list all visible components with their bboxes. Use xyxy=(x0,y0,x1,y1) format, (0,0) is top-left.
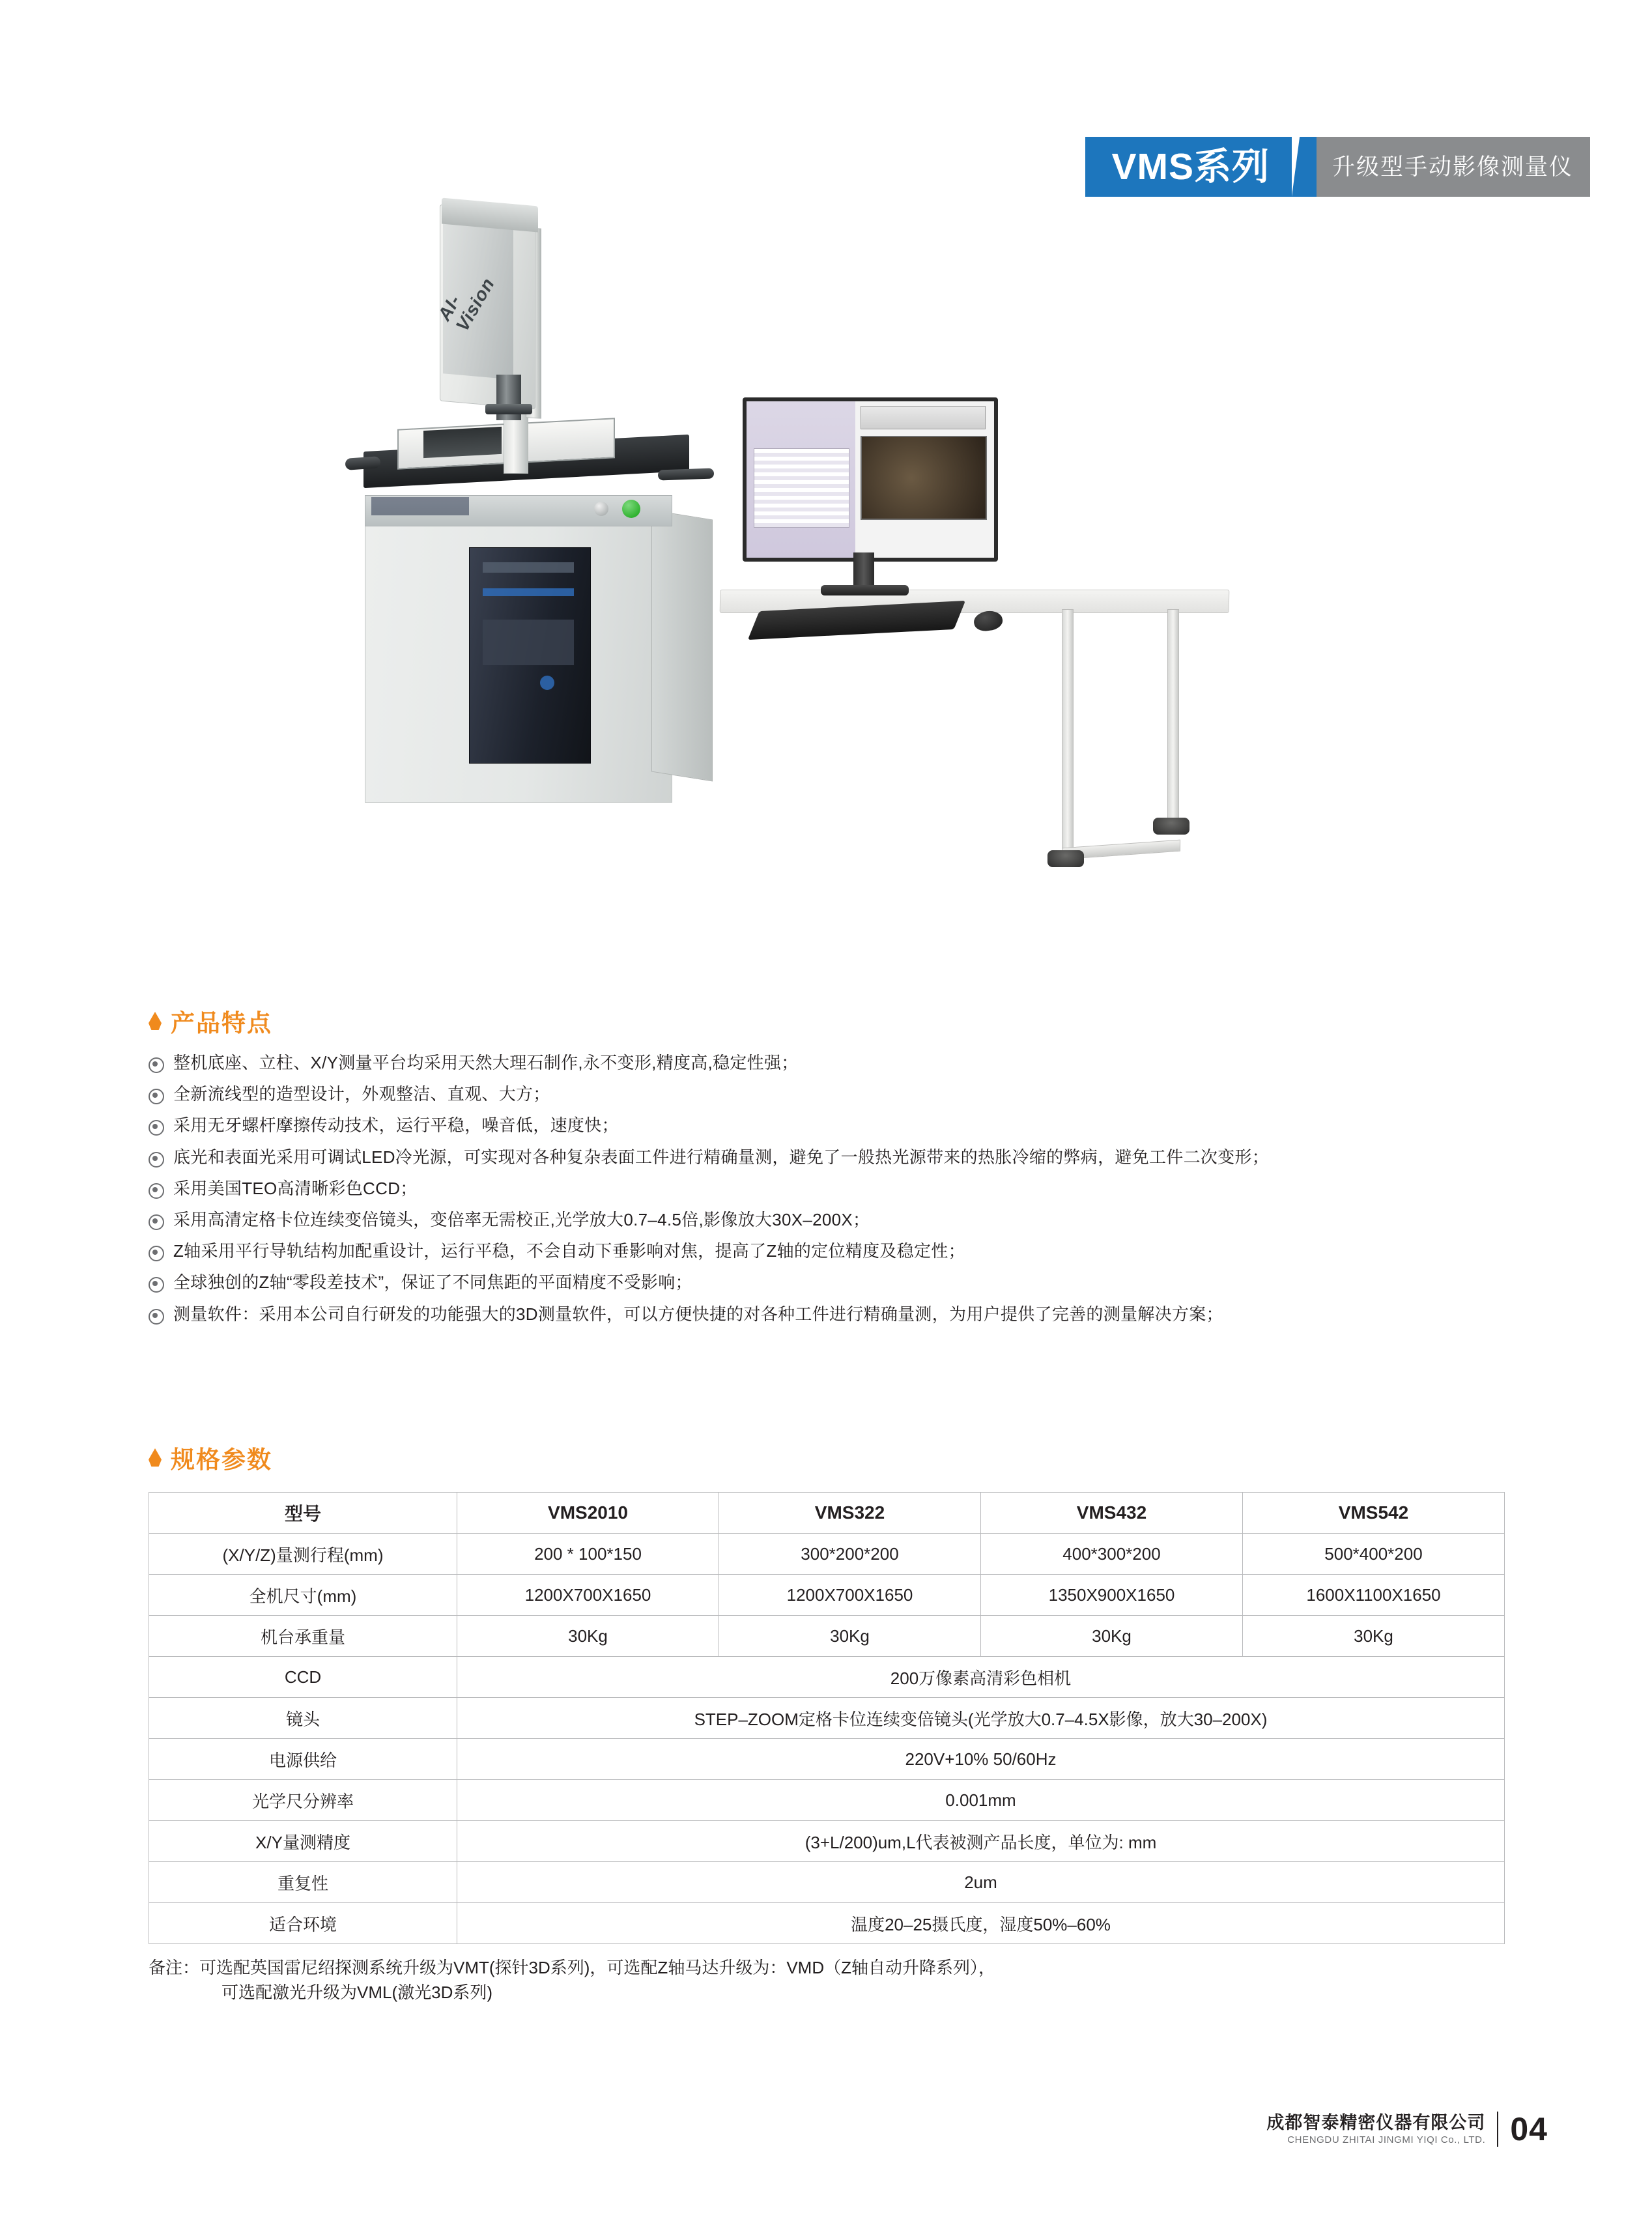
bullet-icon xyxy=(149,1277,164,1293)
table-cell: 200 * 100*150 xyxy=(457,1534,719,1575)
feature-text: 采用美国TEO高清晰彩色CCD； xyxy=(173,1178,418,1198)
specs-section xyxy=(149,1440,1505,2005)
table-header-cell: VMS2010 xyxy=(457,1493,719,1534)
table-cell: 30Kg xyxy=(1243,1616,1505,1657)
specs-note-line1: 备注：可选配英国雷尼绍探测系统升级为VMT(探针3D系列)，可选配Z轴马达升级为：VMD（Z轴自动升降系列）， xyxy=(149,1958,995,1977)
footer-company-cn: 成都智泰精密仪器有限公司 xyxy=(1266,2112,1486,2132)
table-cell: 1200X700X1650 xyxy=(457,1575,719,1616)
bullet-icon xyxy=(149,1183,164,1199)
footer-company xyxy=(1266,2112,1485,2147)
lens-ring xyxy=(485,404,532,414)
table-cell: STEP–ZOOM定格卡位连续变倍镜头(光学放大0.7–4.5X影像，放大30–200X) xyxy=(457,1698,1505,1739)
table-cell: 400*300*200 xyxy=(981,1534,1243,1575)
machine-logo: AI-Vision xyxy=(434,274,499,335)
table-cell: 30Kg xyxy=(981,1616,1243,1657)
specs-heading xyxy=(149,1440,1505,1475)
features-heading xyxy=(149,1003,1269,1039)
header-series-block xyxy=(1085,137,1292,197)
table-cell: 温度20–25摄氏度，湿度50%–60% xyxy=(457,1903,1505,1944)
pc-tower-panel xyxy=(483,588,574,596)
feature-text: 底光和表面光采用可调试LED冷光源，可实现对各种复杂表面工件进行精确量测，避免了一般热光源带来的热胀冷缩的弊病，避免工件二次变形； xyxy=(173,1147,1270,1167)
feature-text: 整机底座、立柱、X/Y测量平台均采用天然大理石制作,永不变形,精度高,稳定性强； xyxy=(173,1053,799,1072)
bullet-icon xyxy=(149,1246,164,1261)
table-cell: 1350X900X1650 xyxy=(981,1575,1243,1616)
table-row-label: 适合环境 xyxy=(149,1903,457,1944)
table-row xyxy=(149,1780,1505,1821)
bullet-icon xyxy=(149,1214,164,1230)
features-list xyxy=(149,1053,1269,1325)
table-row xyxy=(149,1821,1505,1862)
machine-cabinet-side xyxy=(651,510,713,782)
header-subtitle: 升级型手动影像测量仪 xyxy=(1332,154,1573,180)
feature-item xyxy=(149,1210,1269,1230)
table-row xyxy=(149,1903,1505,1944)
table-header-row xyxy=(149,1493,1505,1534)
table-row xyxy=(149,1575,1505,1616)
machine-power-knob xyxy=(594,502,608,516)
header-banner-notch xyxy=(1292,137,1317,197)
stage-specimen xyxy=(423,427,502,458)
monitor xyxy=(743,397,998,562)
feature-text: 全新流线型的造型设计，外观整洁、直观、大方； xyxy=(173,1084,550,1104)
feature-text: 全球独创的Z轴“零段差技术”，保证了不同焦距的平面精度不受影响； xyxy=(173,1272,692,1293)
stage-knob-right xyxy=(658,468,715,481)
bullet-icon xyxy=(149,1057,164,1073)
table-row-label: (X/Y/Z)量测行程(mm) xyxy=(149,1534,457,1575)
table-row-label: 光学尺分辨率 xyxy=(149,1780,457,1821)
monitor-data-rows xyxy=(754,448,849,528)
pc-tower-grille xyxy=(483,620,574,665)
table-row-label: 全机尺寸(mm) xyxy=(149,1575,457,1616)
bullet-icon xyxy=(149,1309,164,1325)
machine-power-indicator xyxy=(622,500,640,518)
table-row xyxy=(149,1657,1505,1698)
feature-item xyxy=(149,1304,1269,1325)
feature-item xyxy=(149,1115,1269,1136)
header-subtitle-block xyxy=(1317,137,1590,197)
table-row-label: 镜头 xyxy=(149,1698,457,1739)
table-row-label: 电源供给 xyxy=(149,1739,457,1780)
table-row xyxy=(149,1862,1505,1903)
pc-tower-power-button xyxy=(540,676,554,690)
page-number: 04 xyxy=(1510,2111,1548,2147)
table-cell: 2um xyxy=(457,1862,1505,1903)
desk-leg-left xyxy=(1062,609,1074,858)
bullet-icon xyxy=(149,1120,164,1136)
pc-tower-drive xyxy=(483,562,574,573)
feature-text: 测量软件：采用本公司自行研发的功能强大的3D测量软件，可以方便快捷的对各种工件进行精确量测，为用户提供了完善的测量解决方案； xyxy=(173,1304,1223,1324)
monitor-stand-base xyxy=(821,585,909,595)
feature-text: 采用高清定格卡位连续变倍镜头，变倍率无需校正,光学放大0.7–4.5倍,影像放大30X–200X； xyxy=(173,1209,870,1229)
feature-item xyxy=(149,1179,1269,1199)
table-cell: 30Kg xyxy=(457,1616,719,1657)
table-cell: 300*200*200 xyxy=(719,1534,981,1575)
table-header-cell: 型号 xyxy=(149,1493,457,1534)
specs-table xyxy=(149,1492,1505,1944)
specs-note xyxy=(149,1956,1505,2005)
footer-company-en: CHENGDU ZHITAI JINGMI YIQI Co., LTD. xyxy=(1287,2134,1486,2145)
table-cell: 200万像素高清彩色相机 xyxy=(457,1657,1505,1698)
bullet-icon xyxy=(149,1089,164,1104)
monitor-toolbar xyxy=(861,406,986,429)
feature-item xyxy=(149,1272,1269,1293)
desk-foot-right xyxy=(1153,818,1189,835)
monitor-specimen-image xyxy=(861,436,987,520)
drop-icon xyxy=(149,1012,162,1030)
table-row xyxy=(149,1739,1505,1780)
header-series-title: VMS系列 xyxy=(1111,145,1270,188)
table-row xyxy=(149,1534,1505,1575)
features-title: 产品特点 xyxy=(171,1010,272,1037)
drop-icon xyxy=(149,1448,162,1467)
table-row-label: 重复性 xyxy=(149,1862,457,1903)
features-section xyxy=(149,1003,1269,1336)
desk-foot-left xyxy=(1047,850,1084,867)
table-header-cell: VMS322 xyxy=(719,1493,981,1534)
table-cell: 220V+10% 50/60Hz xyxy=(457,1739,1505,1780)
table-row xyxy=(149,1616,1505,1657)
feature-item xyxy=(149,1084,1269,1104)
monitor-stand-neck xyxy=(853,552,874,589)
product-photo xyxy=(345,208,1296,984)
specs-note-line2: 可选配激光升级为VML(激光3D系列) xyxy=(221,1982,493,2002)
feature-item xyxy=(149,1147,1269,1168)
footer xyxy=(1266,2110,1548,2148)
header-banner xyxy=(1085,137,1590,197)
feature-text: 采用无牙螺杆摩擦传动技术，运行平稳，噪音低，速度快； xyxy=(173,1115,619,1136)
table-header-cell: VMS432 xyxy=(981,1493,1243,1534)
feature-item xyxy=(149,1241,1269,1261)
table-header-cell: VMS542 xyxy=(1243,1493,1505,1534)
table-cell: (3+L/200)um,L代表被测产品长度，单位为: mm xyxy=(457,1821,1505,1862)
table-cell: 30Kg xyxy=(719,1616,981,1657)
desk-leg-right xyxy=(1167,609,1179,825)
table-row-label: X/Y量测精度 xyxy=(149,1821,457,1862)
footer-divider xyxy=(1497,2112,1498,2147)
table-cell: 0.001mm xyxy=(457,1780,1505,1821)
table-cell: 1200X700X1650 xyxy=(719,1575,981,1616)
pc-tower xyxy=(469,547,591,764)
table-cell: 1600X1100X1650 xyxy=(1243,1575,1505,1616)
bullet-icon xyxy=(149,1152,164,1168)
feature-text: Z轴采用平行导轨结构加配重设计，运行平稳，不会自动下垂影响对焦，提高了Z轴的定位精度及稳定性； xyxy=(173,1241,965,1261)
table-cell: 500*400*200 xyxy=(1243,1534,1505,1575)
table-row-label: CCD xyxy=(149,1657,457,1698)
table-row-label: 机台承重量 xyxy=(149,1616,457,1657)
table-row xyxy=(149,1698,1505,1739)
specs-title: 规格参数 xyxy=(171,1446,272,1473)
stage-knob-left xyxy=(345,456,380,470)
feature-item xyxy=(149,1053,1269,1073)
machine-label-panel xyxy=(371,497,469,515)
